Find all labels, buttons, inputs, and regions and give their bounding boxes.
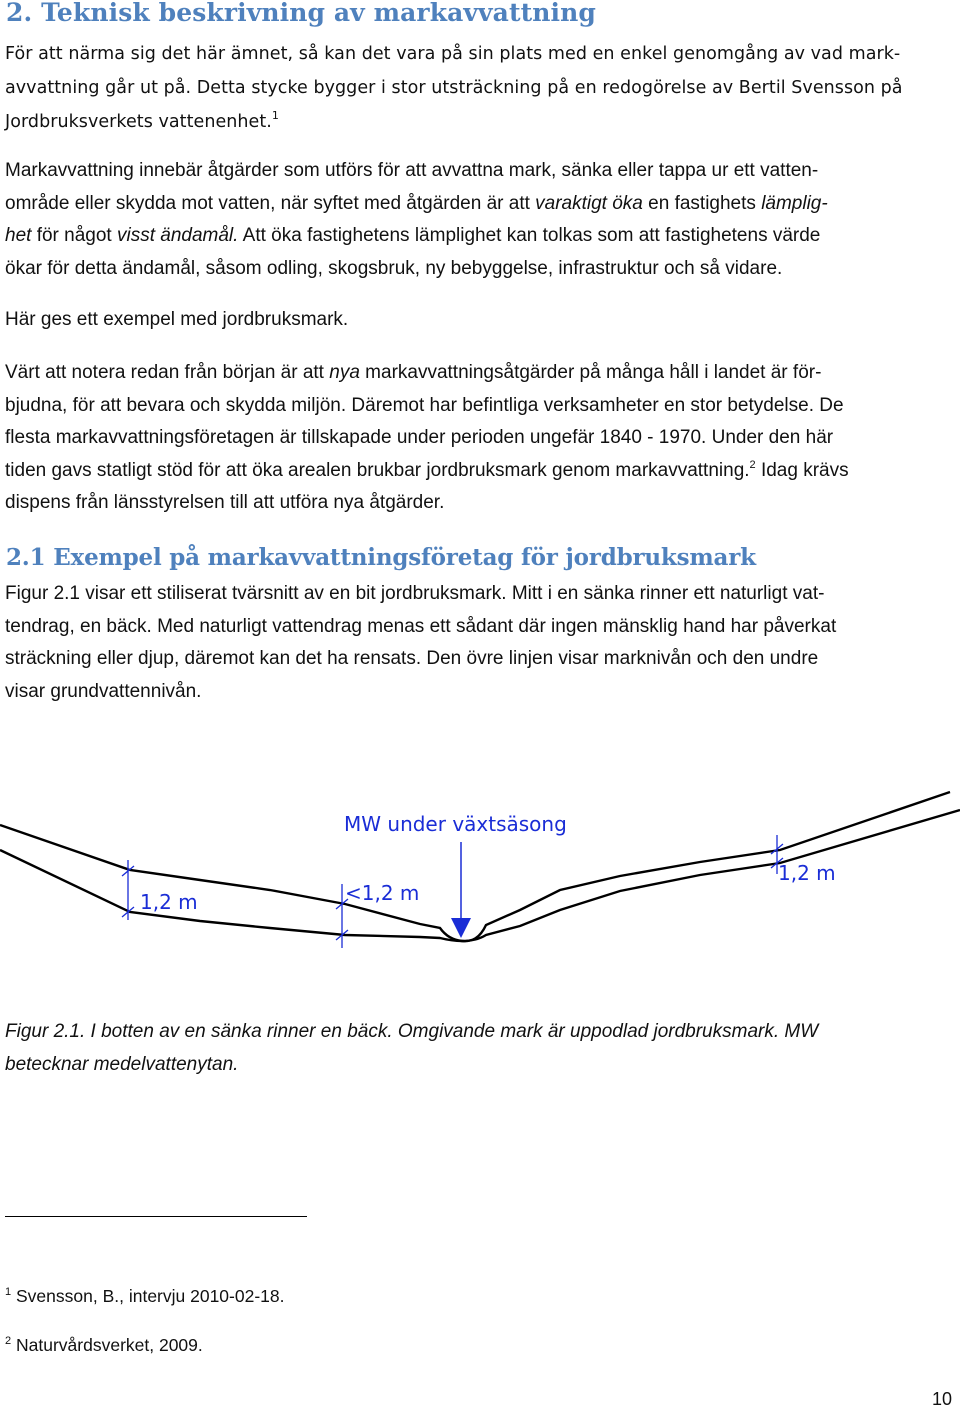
figure-intro-paragraph	[5, 578, 950, 708]
intro-line-2: avvattning går ut på. Detta stycke bygger i stor utsträckning på en redogörelse av Bertil Svensson på	[5, 78, 903, 98]
emphasis-text: visst ändamål.	[116, 225, 239, 246]
definition-line-1: Markavvattning innebär åtgärder som utförs för att avvattna mark, sänka eller tappa ur ett vatten-	[5, 160, 819, 181]
definition-text: område eller skydda mot vatten, när syftet med åtgärden är att	[5, 192, 536, 214]
caption-line-1: Figur 2.1. I botten av en sänka rinner en bäck. Omgivande mark är uppodlad jordbruksmark. MW	[5, 1021, 819, 1042]
emphasis-text: nya	[329, 362, 360, 383]
footnote-1	[5, 1286, 285, 1307]
footnote-ref-1[interactable]: 1	[271, 109, 279, 122]
history-line-2: bjudna, för att bevara och skydda miljön. Däremot har befintliga verksamheter en stor betydelse. De	[5, 394, 844, 416]
history-line-5: dispens från länsstyrelsen till att utföra nya åtgärder.	[5, 492, 445, 513]
history-text: markavvattningsåtgärder på många håll i landet är för-	[359, 362, 822, 383]
intro-line-3-text: Jordbruksverkets vattenenhet.	[5, 112, 272, 132]
history-text: Idag krävs	[755, 459, 849, 481]
mw-label: MW under växtsäsong	[344, 812, 567, 836]
figure-intro-line-4: visar grundvattennivån.	[5, 680, 202, 702]
emphasis-text: varaktigt öka	[535, 192, 643, 214]
history-paragraph	[5, 357, 950, 520]
footnote-1-number: 1	[5, 1286, 12, 1298]
definition-line-4: ökar för detta ändamål, såsom odling, skogsbruk, ny bebyggelse, infrastruktur och så vidare.	[5, 257, 783, 279]
footnote-2-text: Naturvårdsverket, 2009.	[16, 1335, 203, 1355]
cross-section-figure	[0, 780, 960, 980]
history-line-4	[5, 455, 950, 488]
caption-line-2: betecknar medelvattenytan.	[5, 1053, 239, 1075]
definition-line-3	[5, 220, 950, 253]
history-text: tiden gavs statligt stöd för att öka arealen brukbar jordbruksmark genom markavvattning.	[5, 459, 750, 481]
intro-line-1: För att närma sig det här ämnet, så kan det vara på sin plats med en enkel genomgång av vad mark-	[5, 44, 901, 64]
left-depth-label: 1,2 m	[140, 890, 198, 914]
emphasis-text: lämplig-	[761, 192, 828, 214]
definition-text: en fastighets	[642, 192, 762, 214]
example-note-text: Här ges ett exempel med jordbruksmark.	[5, 309, 349, 330]
figure-caption	[5, 1016, 950, 1081]
footnote-2	[5, 1335, 203, 1356]
definition-text: för något	[31, 225, 117, 246]
definition-text: Att öka fastighetens lämplighet kan tolkas som att fastighetens värde	[238, 225, 821, 246]
section-heading: 2. Teknisk beskrivning av markavvattning	[6, 0, 596, 27]
subsection-heading: 2.1 Exempel på markavvattningsföretag för jordbruksmark	[6, 544, 756, 571]
footnote-2-number: 2	[5, 1335, 12, 1347]
emphasis-text: het	[5, 225, 32, 246]
intro-paragraph	[5, 37, 950, 139]
page-number: 10	[931, 1389, 952, 1409]
right-depth-label: 1,2 m	[778, 861, 836, 885]
footnote-ref-2[interactable]: 2	[749, 458, 756, 471]
figure-intro-line-3: sträckning eller djup, däremot kan det ha rensats. Den övre linjen visar marknivån och den undre	[5, 648, 819, 669]
intro-line-3	[5, 105, 950, 139]
definition-line-2	[5, 188, 950, 221]
history-line-3: flesta markavvattningsföretagen är tillskapade under perioden ungefär 1840 - 1970. Under den här	[5, 427, 834, 448]
definition-paragraph	[5, 155, 950, 285]
figure-intro-line-2: tendrag, en bäck. Med naturligt vattendrag menas ett sådant där ingen mänsklig hand har påverkat	[5, 615, 837, 637]
figure-intro-line-1: Figur 2.1 visar ett stiliserat tvärsnitt av en bit jordbruksmark. Mitt i en sänka rinner ett naturligt vat-	[5, 583, 825, 604]
footnote-divider	[5, 1216, 307, 1217]
history-line-1	[5, 357, 950, 390]
history-text: Värt att notera redan från början är att	[5, 362, 330, 383]
example-note	[5, 304, 950, 337]
mw-arrow-head	[451, 918, 471, 938]
mid-depth-label: <1,2 m	[345, 881, 420, 905]
footnote-1-text: Svensson, B., intervju 2010-02-18.	[16, 1286, 285, 1306]
